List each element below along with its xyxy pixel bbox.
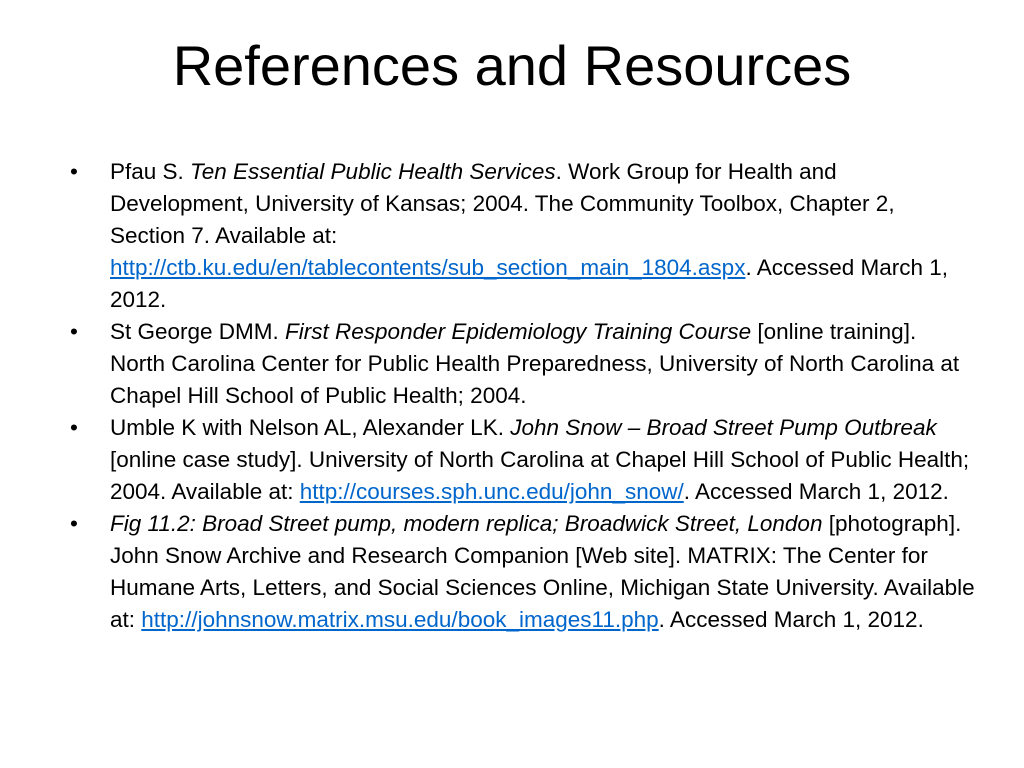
bullet-icon: • [70,319,78,344]
reference-text [110,511,975,632]
bullet-icon: • [70,159,78,184]
reference-details: [online training]. North Carolina Center for Public Health Preparedness, University of North Carolina at Chapel Hill School of Public Health; 2004. [110,319,960,408]
reference-link[interactable]: http://courses.sph.unc.edu/john_snow/ [299,479,684,504]
reference-text [110,159,948,312]
reference-link[interactable]: http://ctb.ku.edu/en/tablecontents/sub_section_main_1804.aspx [110,255,746,280]
reference-item [70,156,975,316]
reference-italic-title: Fig 11.2: Broad Street pump, modern replica; Broadwick Street, London [110,511,823,536]
reference-item [70,412,975,508]
reference-accessed: . Accessed March 1, 2012. [110,255,949,312]
reference-author: St George DMM. [110,319,286,344]
bullet-icon: • [70,511,78,536]
reference-text [110,319,959,408]
reference-italic-title: Ten Essential Public Health Services [190,159,556,184]
reference-item [70,508,975,636]
slide-title: References and Resources [172,34,852,97]
reference-author: Umble K with Nelson AL, Alexander LK. [110,415,511,440]
reference-details: . Work Group for Health and Development, University of Kansas; 2004. The Community Toolbox, Chapter 2, Section 7. Available at: [110,159,895,248]
reference-accessed: . Accessed March 1, 2012. [658,607,924,632]
reference-item [70,316,975,412]
bullet-icon: • [70,415,78,440]
reference-italic-title: John Snow – Broad Street Pump Outbreak [510,415,937,440]
reference-author: Pfau S. [110,159,191,184]
reference-accessed: . Accessed March 1, 2012. [683,479,949,504]
reference-list [70,156,975,636]
reference-details: [photograph]. John Snow Archive and Research Companion [Web site]. MATRIX: The Center for Humane Arts, Letters, and Social Sciences Online, Michigan State University. Available at: [110,511,975,632]
reference-text [110,415,969,504]
reference-details: [online case study]. University of North Carolina at Chapel Hill School of Public Health; 2004. Available at: [110,447,970,504]
reference-link[interactable]: http://johnsnow.matrix.msu.edu/book_images11.php [141,607,659,632]
reference-italic-title: First Responder Epidemiology Training Course [285,319,752,344]
